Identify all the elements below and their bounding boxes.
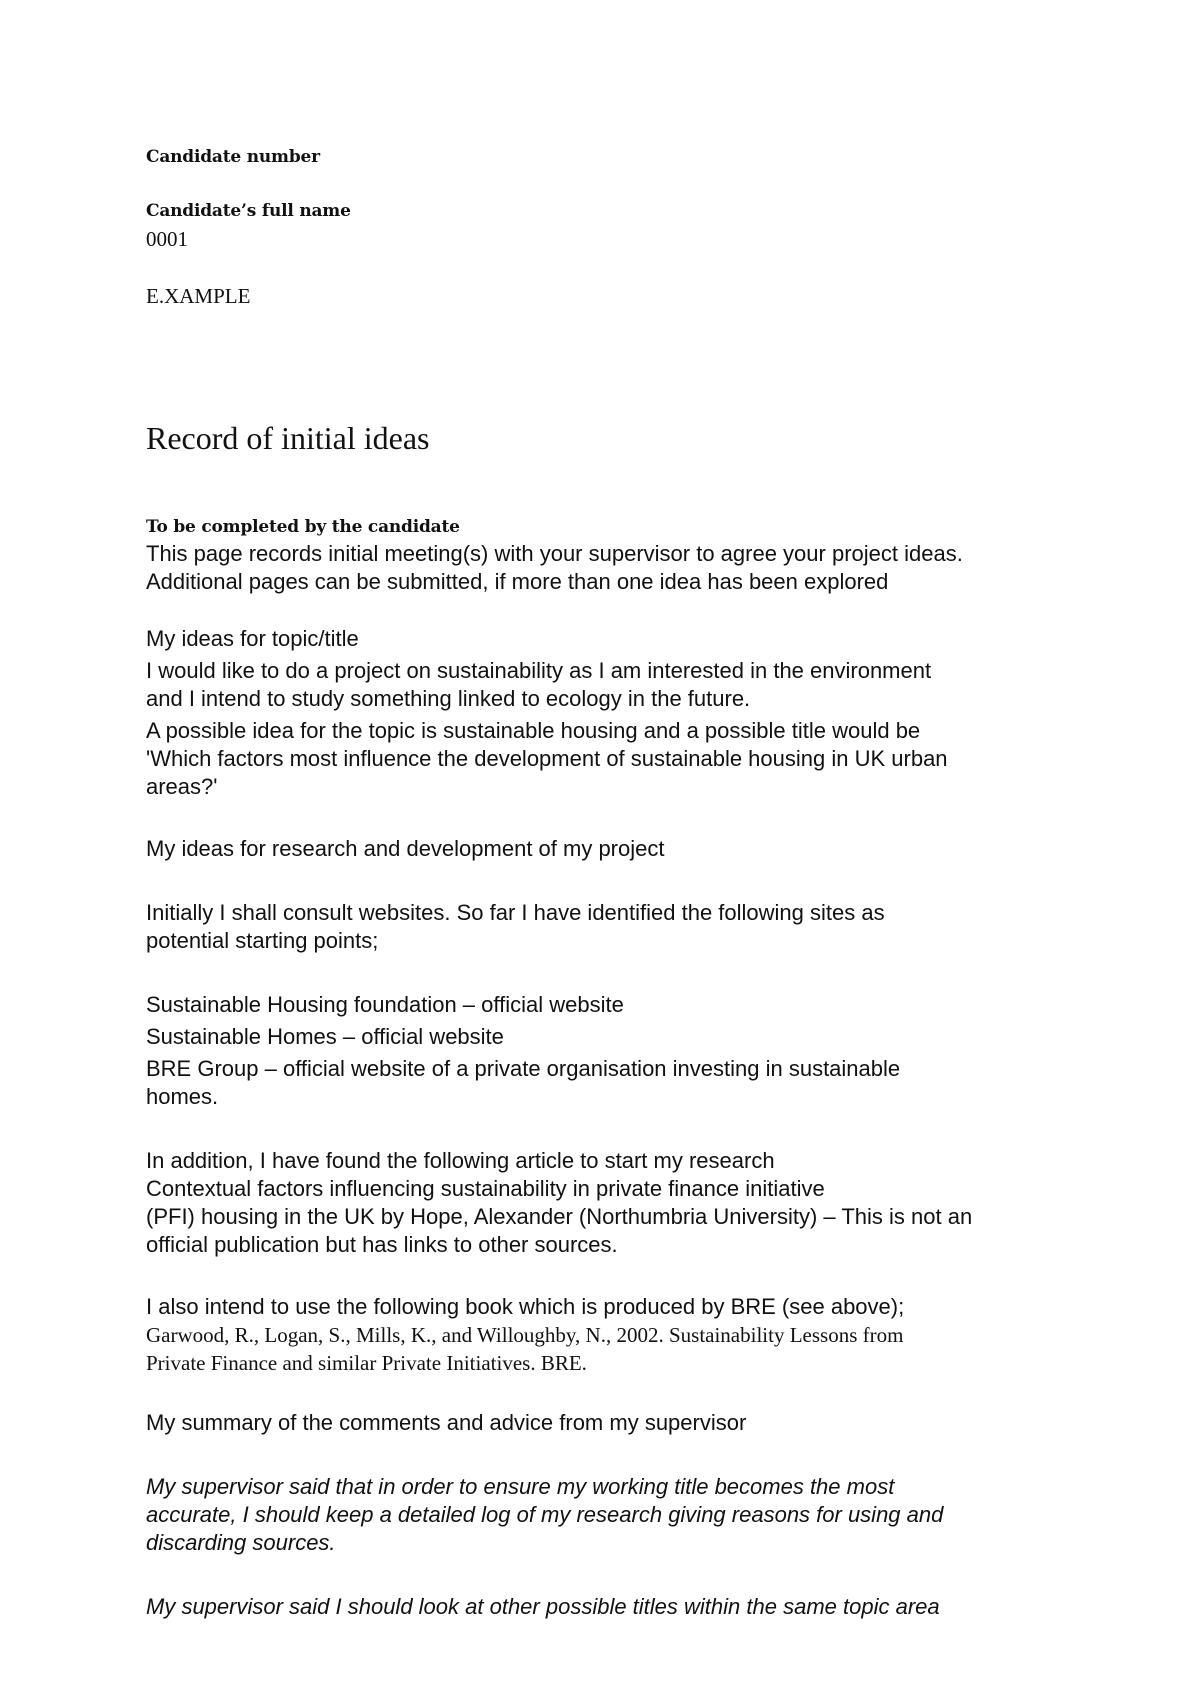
book-intro: I also intend to use the following book which is produced by BRE (see above); <box>146 1294 905 1319</box>
supervisor-comment-1 <box>146 1473 1076 1557</box>
paragraph-line: and I intend to study something linked to ecology in the future. <box>146 686 751 711</box>
research-heading: My ideas for research and development of my project <box>146 836 665 861</box>
candidate-name-label: Candidate’s full name <box>146 201 351 221</box>
paragraph-line: In addition, I have found the following article to start my research <box>146 1148 775 1173</box>
research-intro <box>146 899 1076 955</box>
instructions-label: To be completed by the candidate <box>146 517 460 537</box>
comment-line: discarding sources. <box>146 1530 336 1555</box>
paragraph-line: BRE Group – official website of a private organisation investing in sustainable <box>146 1056 901 1081</box>
page-title: Record of initial ideas <box>146 420 430 456</box>
site-item <box>146 1055 1076 1111</box>
paragraph-line: A possible idea for the topic is sustainable housing and a possible title would be <box>146 718 921 743</box>
comment-line: accurate, I should keep a detailed log of my research giving reasons for using and <box>146 1502 944 1527</box>
comment-line: My supervisor said that in order to ensure my working title becomes the most <box>146 1474 895 1499</box>
paragraph-line: Contextual factors influencing sustainability in private finance initiative <box>146 1176 825 1201</box>
paragraph-line: areas?' <box>146 774 218 799</box>
book-reference <box>146 1321 1076 1377</box>
instructions-text <box>146 540 1076 596</box>
reference-line: Private Finance and similar Private Initiatives. BRE. <box>146 1351 587 1375</box>
supervisor-heading: My summary of the comments and advice from my supervisor <box>146 1410 747 1435</box>
paragraph-line: official publication but has links to other sources. <box>146 1232 618 1257</box>
topic-paragraph-1 <box>146 657 1076 713</box>
paragraph-line: I would like to do a project on sustainability as I am interested in the environment <box>146 658 932 683</box>
article-paragraph <box>146 1147 1076 1259</box>
paragraph-line: 'Which factors most influence the development of sustainable housing in UK urban <box>146 746 948 771</box>
instructions-line: Additional pages can be submitted, if more than one idea has been explored <box>146 569 889 594</box>
instructions-line: This page records initial meeting(s) with your supervisor to agree your project ideas. <box>146 541 963 566</box>
reference-line: Garwood, R., Logan, S., Mills, K., and Willoughby, N., 2002. Sustainability Lessons from <box>146 1323 904 1347</box>
paragraph-line: homes. <box>146 1084 219 1109</box>
paragraph-line: potential starting points; <box>146 928 379 953</box>
topic-paragraph-2 <box>146 717 1076 801</box>
topic-heading: My ideas for topic/title <box>146 626 359 651</box>
candidate-number-label: Candidate number <box>146 147 320 167</box>
paragraph-line: (PFI) housing in the UK by Hope, Alexander (Northumbria University) – This is not an <box>146 1204 973 1229</box>
supervisor-comment-2: My supervisor said I should look at other possible titles within the same topic area <box>146 1594 940 1619</box>
site-item: Sustainable Housing foundation – official website <box>146 992 624 1017</box>
paragraph-line: Initially I shall consult websites. So far I have identified the following sites as <box>146 900 885 925</box>
candidate-number-value: 0001 <box>146 227 188 251</box>
candidate-name-value: E.XAMPLE <box>146 284 251 308</box>
site-item: Sustainable Homes – official website <box>146 1024 504 1049</box>
